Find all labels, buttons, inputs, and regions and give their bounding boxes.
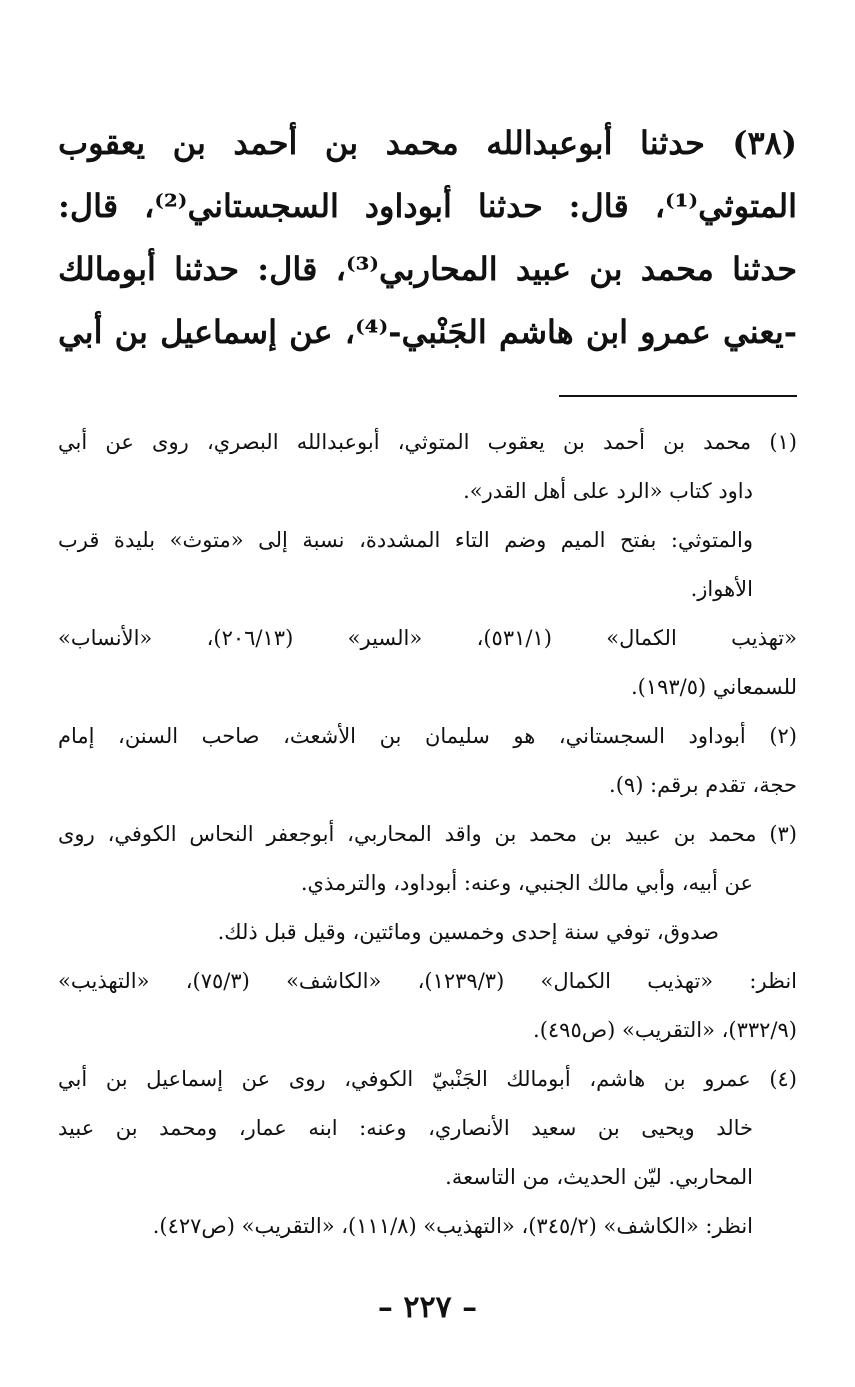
footnote-line: «تهذيب الكمال» (٥٣١/١)، «السير» (٢٠٦/١٣)، «الأنساب»	[58, 626, 797, 650]
footnote-line: انظر: «تهذيب الكمال» (١٢٣٩/٣)، «الكاشف» (٧٥/٣)، «التهذيب»	[58, 969, 797, 993]
page-number: – ٢٢٧ –	[377, 1290, 478, 1325]
footnote-line: صدوق، توفي سنة إحدى وخمسين ومائتين، وقيل قبل ذلك.	[217, 920, 719, 944]
footnote-line: (٤) عمرو بن هاشم، أبومالك الجَنْبيّ الكوفي، روى عن إسماعيل بن أبي	[58, 1067, 797, 1091]
footnote-line: حجة، تقدم برقم: (٩).	[609, 773, 797, 797]
footnote-line: (٣) محمد بن عبيد بن محمد بن واقد المحاربي، أبوجعفر النحاس الكوفي، روى	[58, 822, 797, 846]
footnote-line: عن أبيه، وأبي مالك الجنبي، وعنه: أبوداود، والترمذي.	[300, 871, 753, 895]
footnote-line: (٢) أبوداود السجستاني، هو سليمان بن الأشعث، صاحب السنن، إمام	[58, 724, 797, 748]
hadith-line-1: (٣٨) حدثنا أبوعبدالله محمد بن أحمد بن يعقوب	[58, 124, 797, 162]
footnote-line: (١) محمد بن أحمد بن يعقوب المتوثي، أبوعبدالله البصري، روى عن أبي	[58, 430, 797, 454]
footnotes	[58, 418, 797, 1251]
footnote-line: (٣٣٢/٩)، «التقريب» (ص٤٩٥).	[533, 1018, 797, 1042]
hadith-text	[58, 112, 797, 364]
footnote-line: والمتوثي: بفتح الميم وضم التاء المشددة، نسبة إلى «متوث» بليدة قرب	[58, 528, 753, 552]
footnote-line: خالد ويحيى بن سعيد الأنصاري، وعنه: ابنه عمار، ومحمد بن عبيد	[58, 1116, 753, 1140]
hadith-line-3: حدثنا محمد بن عبيد المحاربي⁽³⁾، قال: حدثنا أبومالك	[58, 250, 798, 288]
hadith-line-4: -يعني عمرو ابن هاشم الجَنْبي-⁽⁴⁾، عن إسماعيل بن أبي	[58, 313, 798, 351]
footnote-line: الأهواز.	[690, 577, 753, 601]
footnote-line: للسمعاني (١٩٣/٥).	[630, 675, 797, 699]
hadith-line-2: المتوثي⁽¹⁾، قال: حدثنا أبوداود السجستاني⁽²⁾، قال:	[58, 187, 798, 225]
footnote-divider	[559, 395, 797, 397]
footnote-line: انظر: «الكاشف» (٣٤٥/٢)، «التهذيب» (١١١/٨)، «التقريب» (ص٤٢٧).	[152, 1214, 753, 1238]
footnote-line: المحاربي. ليّن الحديث، من التاسعة.	[445, 1165, 753, 1189]
footnote-line: داود كتاب «الرد على أهل القدر».	[463, 479, 753, 503]
